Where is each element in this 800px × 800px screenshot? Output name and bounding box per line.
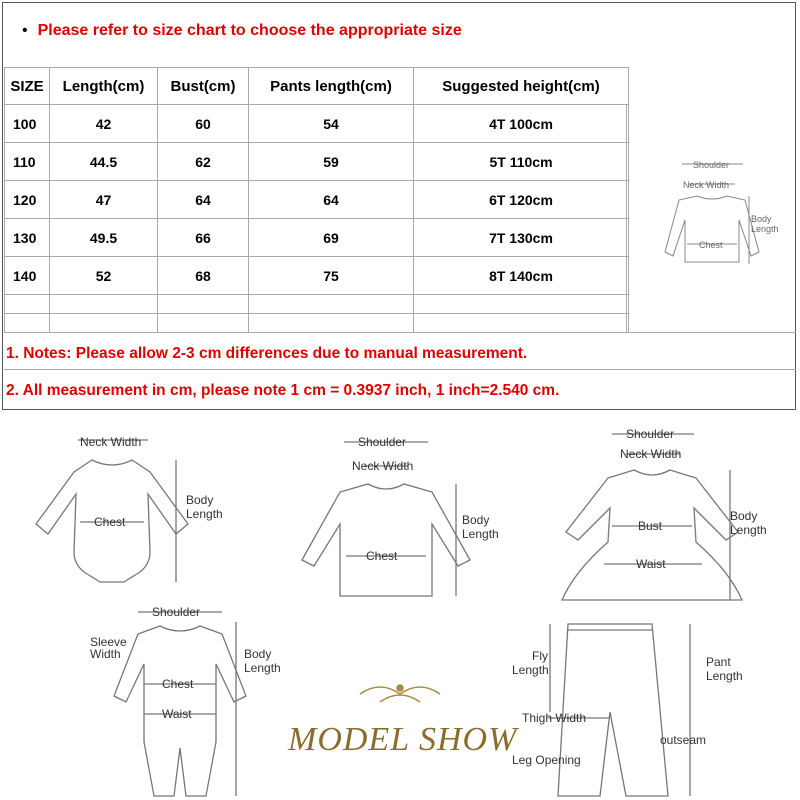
col-header-suggested-height: Suggested height(cm) [414,68,629,105]
table-row [5,105,629,143]
thumb-length-label: Length [751,224,779,234]
col-header-size: SIZE [5,68,50,105]
cell-pants-length: 75 [249,257,414,295]
thumb-shoulder-label: Shoulder [693,160,730,170]
pants-pant-label: Pant [706,655,731,669]
col-header-pants-length: Pants length(cm) [249,68,414,105]
header-note-text: Please refer to size chart to choose the appropriate size [37,22,462,39]
cell-pants-length: 59 [249,143,414,181]
dress-neck-width-label: Neck Width [620,447,682,461]
note-2: 2. All measurement in cm, please note 1 cm = 0.3937 inch, 1 inch=2.540 cm. [6,382,560,399]
romper-chest-label: Chest [162,677,194,691]
pants-length2-label: Length [706,669,743,683]
pants-leg-opening-label: Leg Opening [512,753,581,767]
romper-body-label: Body [244,647,272,661]
cell-bust: 66 [158,219,249,257]
cell-pants-length: 54 [249,105,414,143]
cell-length: 44.5 [50,143,158,181]
dress-body-label: Body [730,509,758,523]
shirt-length-label: Length [462,527,499,541]
cell-pants-length: 64 [249,181,414,219]
col-header-bust: Bust(cm) [158,68,249,105]
header-note [22,22,462,40]
cell-size: 130 [5,219,50,257]
romper-width-label: Width [90,647,121,661]
cell-bust: 64 [158,181,249,219]
cell-length: 42 [50,105,158,143]
cell-suggested-height: 4T 100cm [414,105,629,143]
table-header-row [5,68,629,105]
cell-size: 110 [5,143,50,181]
shirt-body-label: Body [462,513,490,527]
table-row [5,181,629,219]
shirt-chest-label: Chest [366,549,398,563]
logo-ornament-icon [360,685,440,702]
bodysuit-chest-label: Chest [94,515,126,529]
thumb-chest-label: Chest [699,240,723,250]
cell-size: 100 [5,105,50,143]
logo-text: MODEL SHOW [288,721,518,758]
romper-shoulder-label: Shoulder [152,605,201,619]
cell-bust: 62 [158,143,249,181]
romper-diagram [114,612,246,796]
table-row [5,143,629,181]
cell-pants-length: 69 [249,219,414,257]
romper-length-label: Length [244,661,281,675]
cell-size: 140 [5,257,50,295]
dress-bust-label: Bust [638,519,663,533]
col-header-length: Length(cm) [50,68,158,105]
table-row [5,257,629,295]
bodysuit-neck-width-label: Neck Width [80,435,142,449]
cell-suggested-height: 5T 110cm [414,143,629,181]
pants-outseam-label: outseam [660,733,707,747]
table-blank-row [5,314,629,333]
table-blank-row [5,295,629,314]
cell-suggested-height: 7T 130cm [414,219,629,257]
cell-length: 47 [50,181,158,219]
size-table [4,67,629,333]
cell-length: 49.5 [50,219,158,257]
dress-waist-label: Waist [636,557,666,571]
garment-diagrams [0,412,800,800]
pants-diagram [548,624,690,796]
dress-length-label: Length [730,523,767,537]
cell-size: 120 [5,181,50,219]
thumb-body-label: Body [751,214,772,224]
dress-shoulder-label: Shoulder [626,427,675,441]
measurement-thumbnail [626,104,797,332]
bodysuit-length-label: Length [186,507,223,521]
bodysuit-diagram [36,440,188,582]
pants-length-label: Length [512,663,549,677]
shirt-neck-width-label: Neck Width [352,459,414,473]
note-1: 1. Notes: Please allow 2-3 cm differences due to manual measurement. [4,332,796,370]
bullet-icon: • [22,22,28,39]
cell-length: 52 [50,257,158,295]
shirt-thumbnail-diagram [627,104,797,332]
pants-fly-label: Fly [532,649,548,663]
pants-thigh-width-label: Thigh Width [522,711,587,725]
thumb-neck-label: Neck Width [683,180,730,190]
bodysuit-body-label: Body [186,493,214,507]
romper-waist-label: Waist [162,707,192,721]
cell-suggested-height: 8T 140cm [414,257,629,295]
table-row [5,219,629,257]
cell-suggested-height: 6T 120cm [414,181,629,219]
shirt-shoulder-label: Shoulder [358,435,407,449]
romper-sleeve-label: Sleeve [90,635,127,649]
cell-bust: 68 [158,257,249,295]
cell-bust: 60 [158,105,249,143]
